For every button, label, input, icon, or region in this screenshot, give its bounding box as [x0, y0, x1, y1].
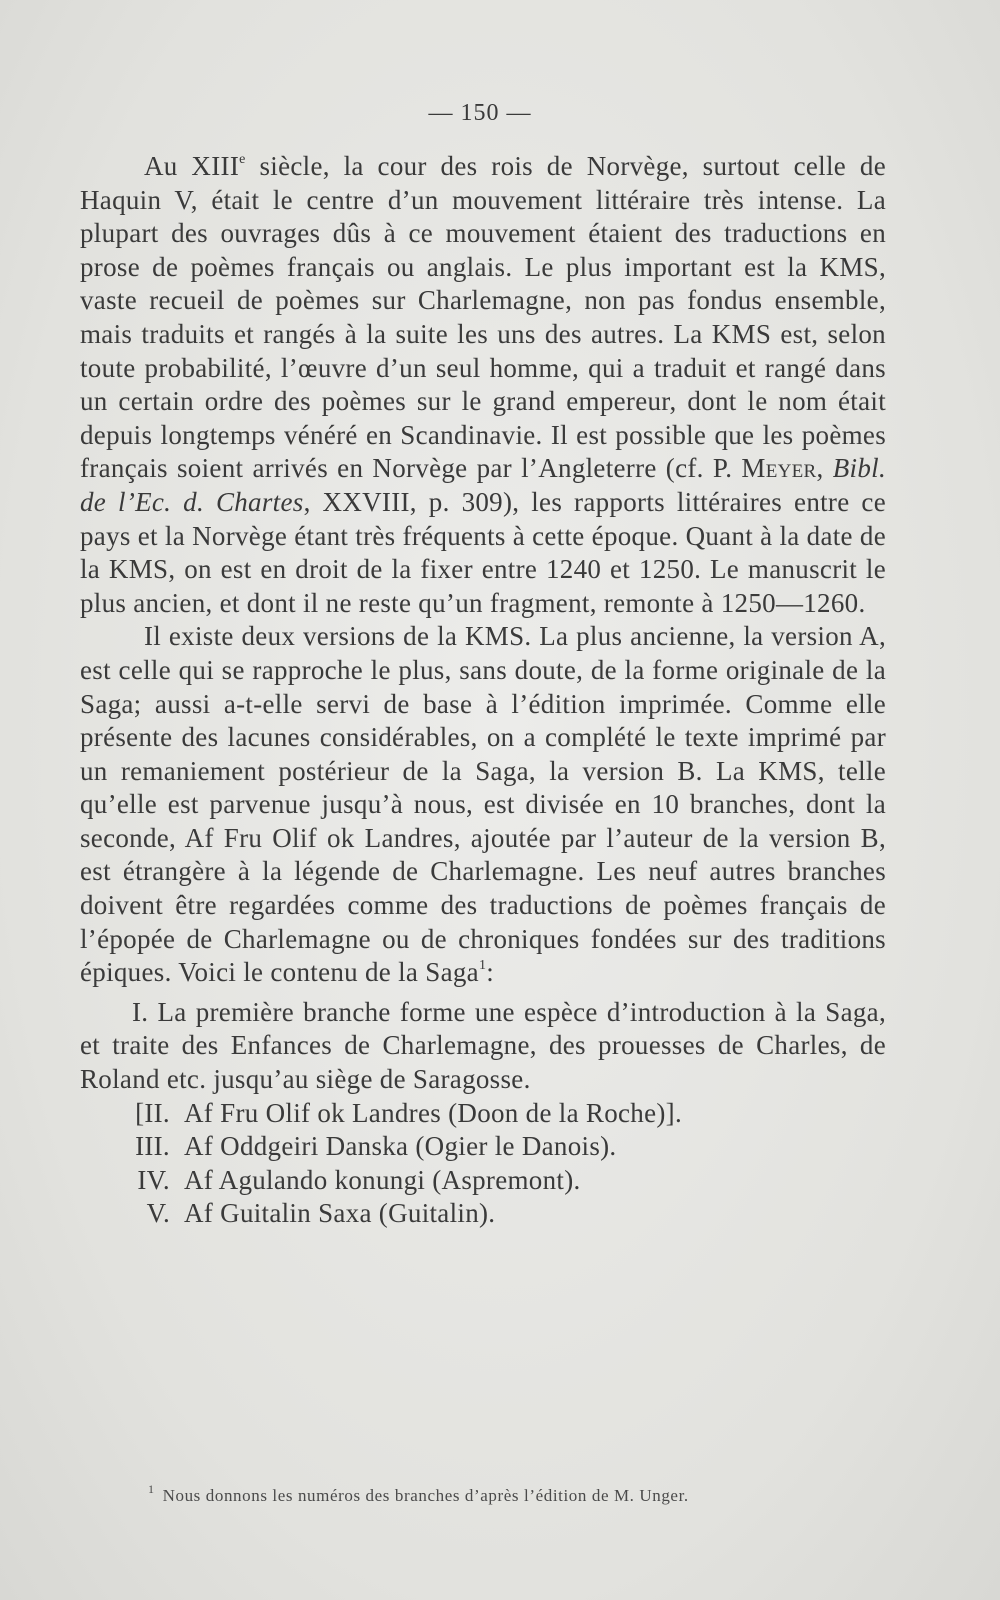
footnote-marker: 1	[148, 1482, 155, 1496]
paragraph-2	[80, 620, 886, 990]
branch-text: Af Oddgeiri Danska (Ogier le Danois).	[184, 1131, 617, 1162]
paragraph-1-end: , XXVIII, p. 309), les rapports littéraires entre ce pays et la Norvège étant très fréquents à cette époque. Quant à la date de la KMS, on est en droit de la fixer entre 1240 et 1250. Le manuscrit le plus ancien, et dont il ne reste qu’un fragment, remonte à 1250—1260.	[80, 486, 887, 618]
branch-number: III.	[135, 1131, 170, 1162]
branch-number: IV.	[137, 1164, 170, 1195]
branch-text: Af Agulando konungi (Aspremont).	[184, 1164, 581, 1195]
cited-author: Meyer	[741, 453, 817, 484]
branch-number: [II.	[135, 1097, 170, 1128]
page-number: — 150 —	[428, 100, 532, 126]
branch-item-3	[80, 1130, 886, 1164]
paragraph-2-text: Il existe deux versions de la KMS. La plus ancienne, la version A, est celle qui se rapproche le plus, sans doute, de la forme originale de la Saga; aussi a-t-elle servi de base à l’édition imprimée. Comme elle présente des lacunes considérables, on a complété le texte imprimé par un remaniement postérieur de la Saga, la version B. La KMS, telle qu’elle est parvenue jusqu’à nous, est divisée en 10 branches, dont la seconde, Af Fru Olif ok Landres, ajoutée par l’auteur de la version B, est étrangère à la légende de Charlemagne. Les neuf autres branches doivent être regardées comme des traductions de poèmes français de l’épopée de Charlemagne ou de chroniques fondées sur des traditions épiques. Voici le contenu de la Saga	[80, 621, 886, 988]
paragraph-1-text: siècle, la cour des rois de Norvège, surtout celle de Haquin V, était le centre d’un mouvement littéraire très intense. La plupart des ouvrages dûs à ce mouvement étaient des traductions en prose de poèmes français ou anglais. Le plus important est la KMS, vaste recueil de poèmes sur Charlemagne, non pas fondus ensemble, mais traduits et rangés à la suite les uns des autres. La KMS est, selon toute probabilité, l’œuvre d’un seul homme, qui a traduit et rangé dans un certain ordre des poèmes sur le grand empereur, dont le nom était depuis longtemps vénéré en Scandinavie. Il est possible que les poèmes français soient arrivés en Norvège par l’Angleterre (cf. P.	[80, 151, 886, 484]
citation-comma: ,	[816, 453, 833, 484]
branch-number: I.	[132, 996, 149, 1027]
paragraph-1-start: Au XIII	[144, 151, 240, 181]
paragraph-1	[80, 150, 886, 620]
branch-item-5	[80, 1197, 886, 1231]
branch-item-1	[80, 996, 886, 1097]
branch-item-2	[80, 1097, 886, 1131]
branch-item-4	[80, 1164, 886, 1198]
footnote-ref: 1	[478, 958, 487, 974]
branch-text: Af Fru Olif ok Landres (Doon de la Roche)].	[184, 1097, 683, 1128]
branch-text: Af Guitalin Saxa (Guitalin).	[184, 1198, 496, 1229]
paragraph-2-end: :	[486, 957, 495, 988]
cited-source: Bibl. de l’Ec. d. Chartes	[80, 453, 887, 517]
footnote-text: Nous donnons les numéros des branches d’après l’édition de M. Unger.	[162, 1486, 689, 1505]
body-text	[80, 150, 886, 1231]
branch-text: La première branche forme une espèce d’introduction à la Saga, et traite des Enfances de Charlemagne, des prouesses de Charles, de Roland etc. jusqu’au siège de Saragosse.	[80, 996, 886, 1095]
superscript-e: e	[239, 152, 246, 167]
footnote	[148, 1482, 908, 1506]
branch-number: V.	[146, 1198, 170, 1229]
